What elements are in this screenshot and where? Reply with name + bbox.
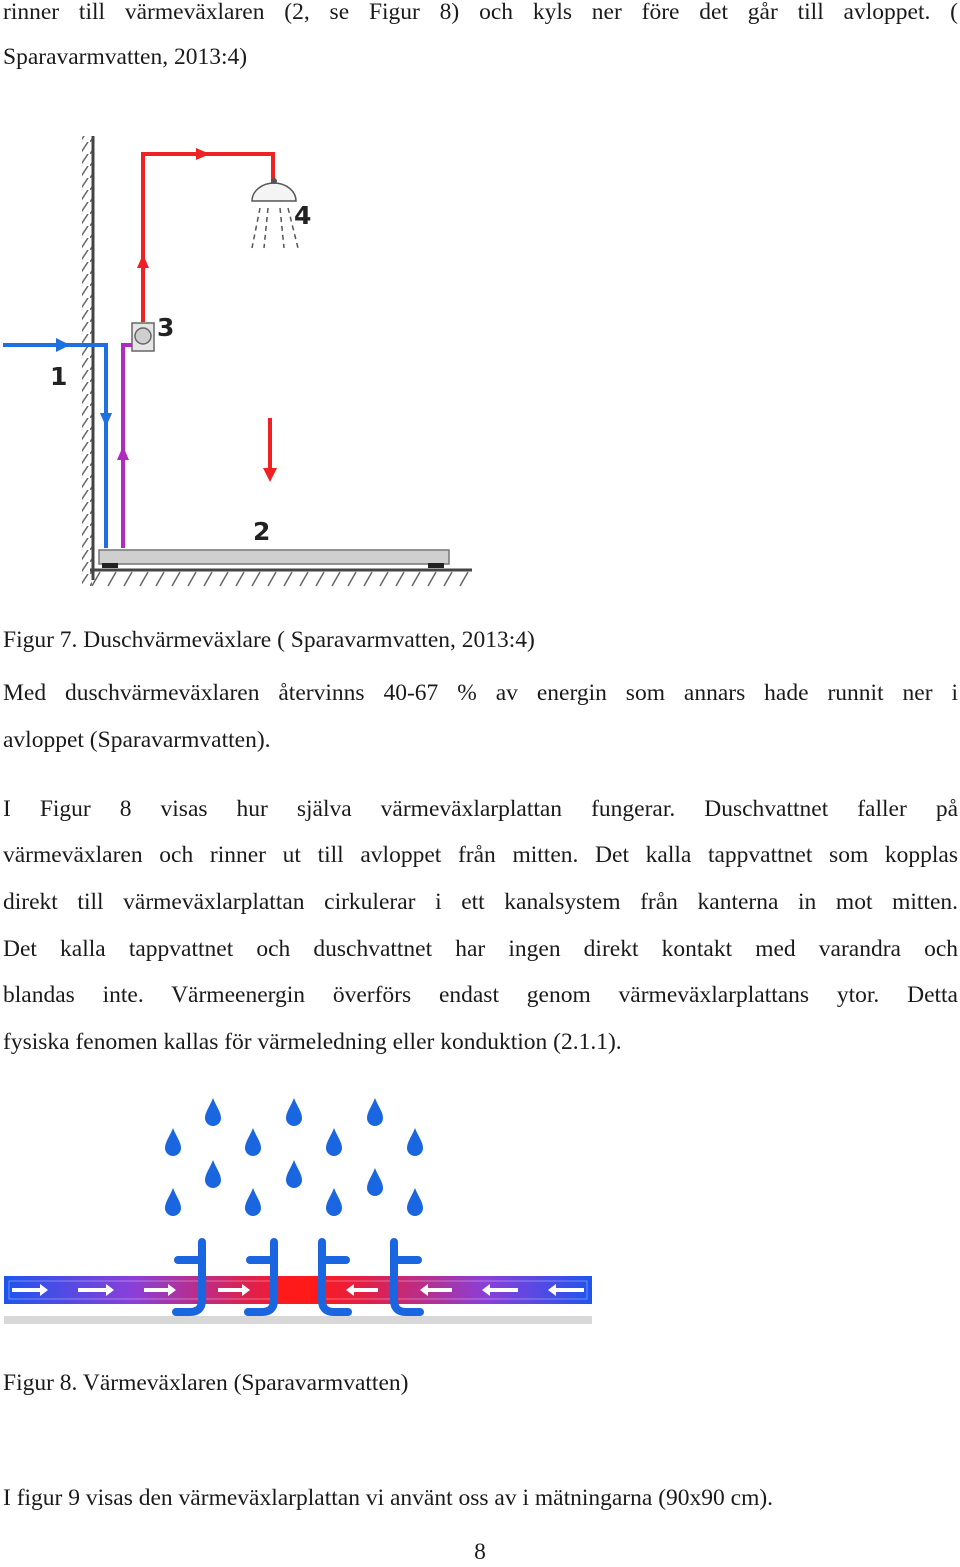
para1-line-2: avloppet (Sparavarmvatten).: [3, 727, 271, 753]
para3-line-1: I figur 9 visas den värmeväxlarplattan vi använt oss av i mätningarna (90x90 cm).: [3, 1485, 774, 1511]
plate-base: [4, 1316, 592, 1324]
para2-line-5: blandas inte. Värmeenergin överförs endast genom värmeväxlarplattans ytor. Detta: [3, 982, 958, 1008]
floor: [90, 570, 472, 586]
figure-7-diagram: [0, 130, 480, 595]
cold-inflow-arrow: [56, 338, 70, 352]
hot-up-arrow: [137, 254, 149, 268]
page-number: 8: [474, 1539, 486, 1565]
label-2: 2: [253, 517, 271, 546]
para2-line-2: värmeväxlaren och rinner ut till avloppet från mitten. Det kalla tappvattnet som kopplas: [3, 842, 958, 868]
preheated-water-pipe: [123, 345, 134, 548]
falling-water-arrow: [263, 418, 277, 482]
heat-exchanger-plate: [99, 550, 449, 568]
label-4: 4: [294, 201, 312, 230]
hot-right-arrow: [196, 148, 210, 160]
shower-head: [252, 178, 298, 248]
mixer-valve: [132, 323, 154, 351]
figure-8-caption: Figur 8. Värmeväxlaren (Sparavarmvatten): [3, 1370, 409, 1396]
para1-line-1: Med duschvärmeväxlaren återvinns 40-67 % av energin som annars hade runnit ner i: [3, 680, 958, 706]
label-1: 1: [50, 362, 68, 391]
para2-line-4: Det kalla tappvattnet och duschvattnet har ingen direkt kontakt med varandra och: [3, 936, 958, 962]
shower-water-drops: [165, 1098, 423, 1216]
preheated-up-arrow: [117, 446, 129, 460]
para2-line-6: fysiska fenomen kallas för värmeledning eller konduktion (2.1.1).: [3, 1029, 622, 1055]
label-3: 3: [157, 313, 175, 342]
figure-7-caption: Figur 7. Duschvärmeväxlare ( Sparavarmvatten, 2013:4): [3, 627, 535, 653]
figure-8-diagram: [0, 1090, 600, 1335]
cold-down-arrow: [100, 413, 112, 427]
wall: [82, 136, 93, 586]
intro-line-2: Sparavarmvatten, 2013:4): [3, 44, 248, 70]
intro-line-1: rinner till värmeväxlaren (2, se Figur 8) och kyls ner före det går till avloppet. (: [3, 0, 958, 25]
para2-line-1: I Figur 8 visas hur själva värmeväxlarplattan fungerar. Duschvattnet faller på: [3, 796, 958, 822]
para2-line-3: direkt till värmeväxlarplattan cirkulerar i ett kanalsystem från kanterna in mot mitten.: [3, 889, 958, 915]
